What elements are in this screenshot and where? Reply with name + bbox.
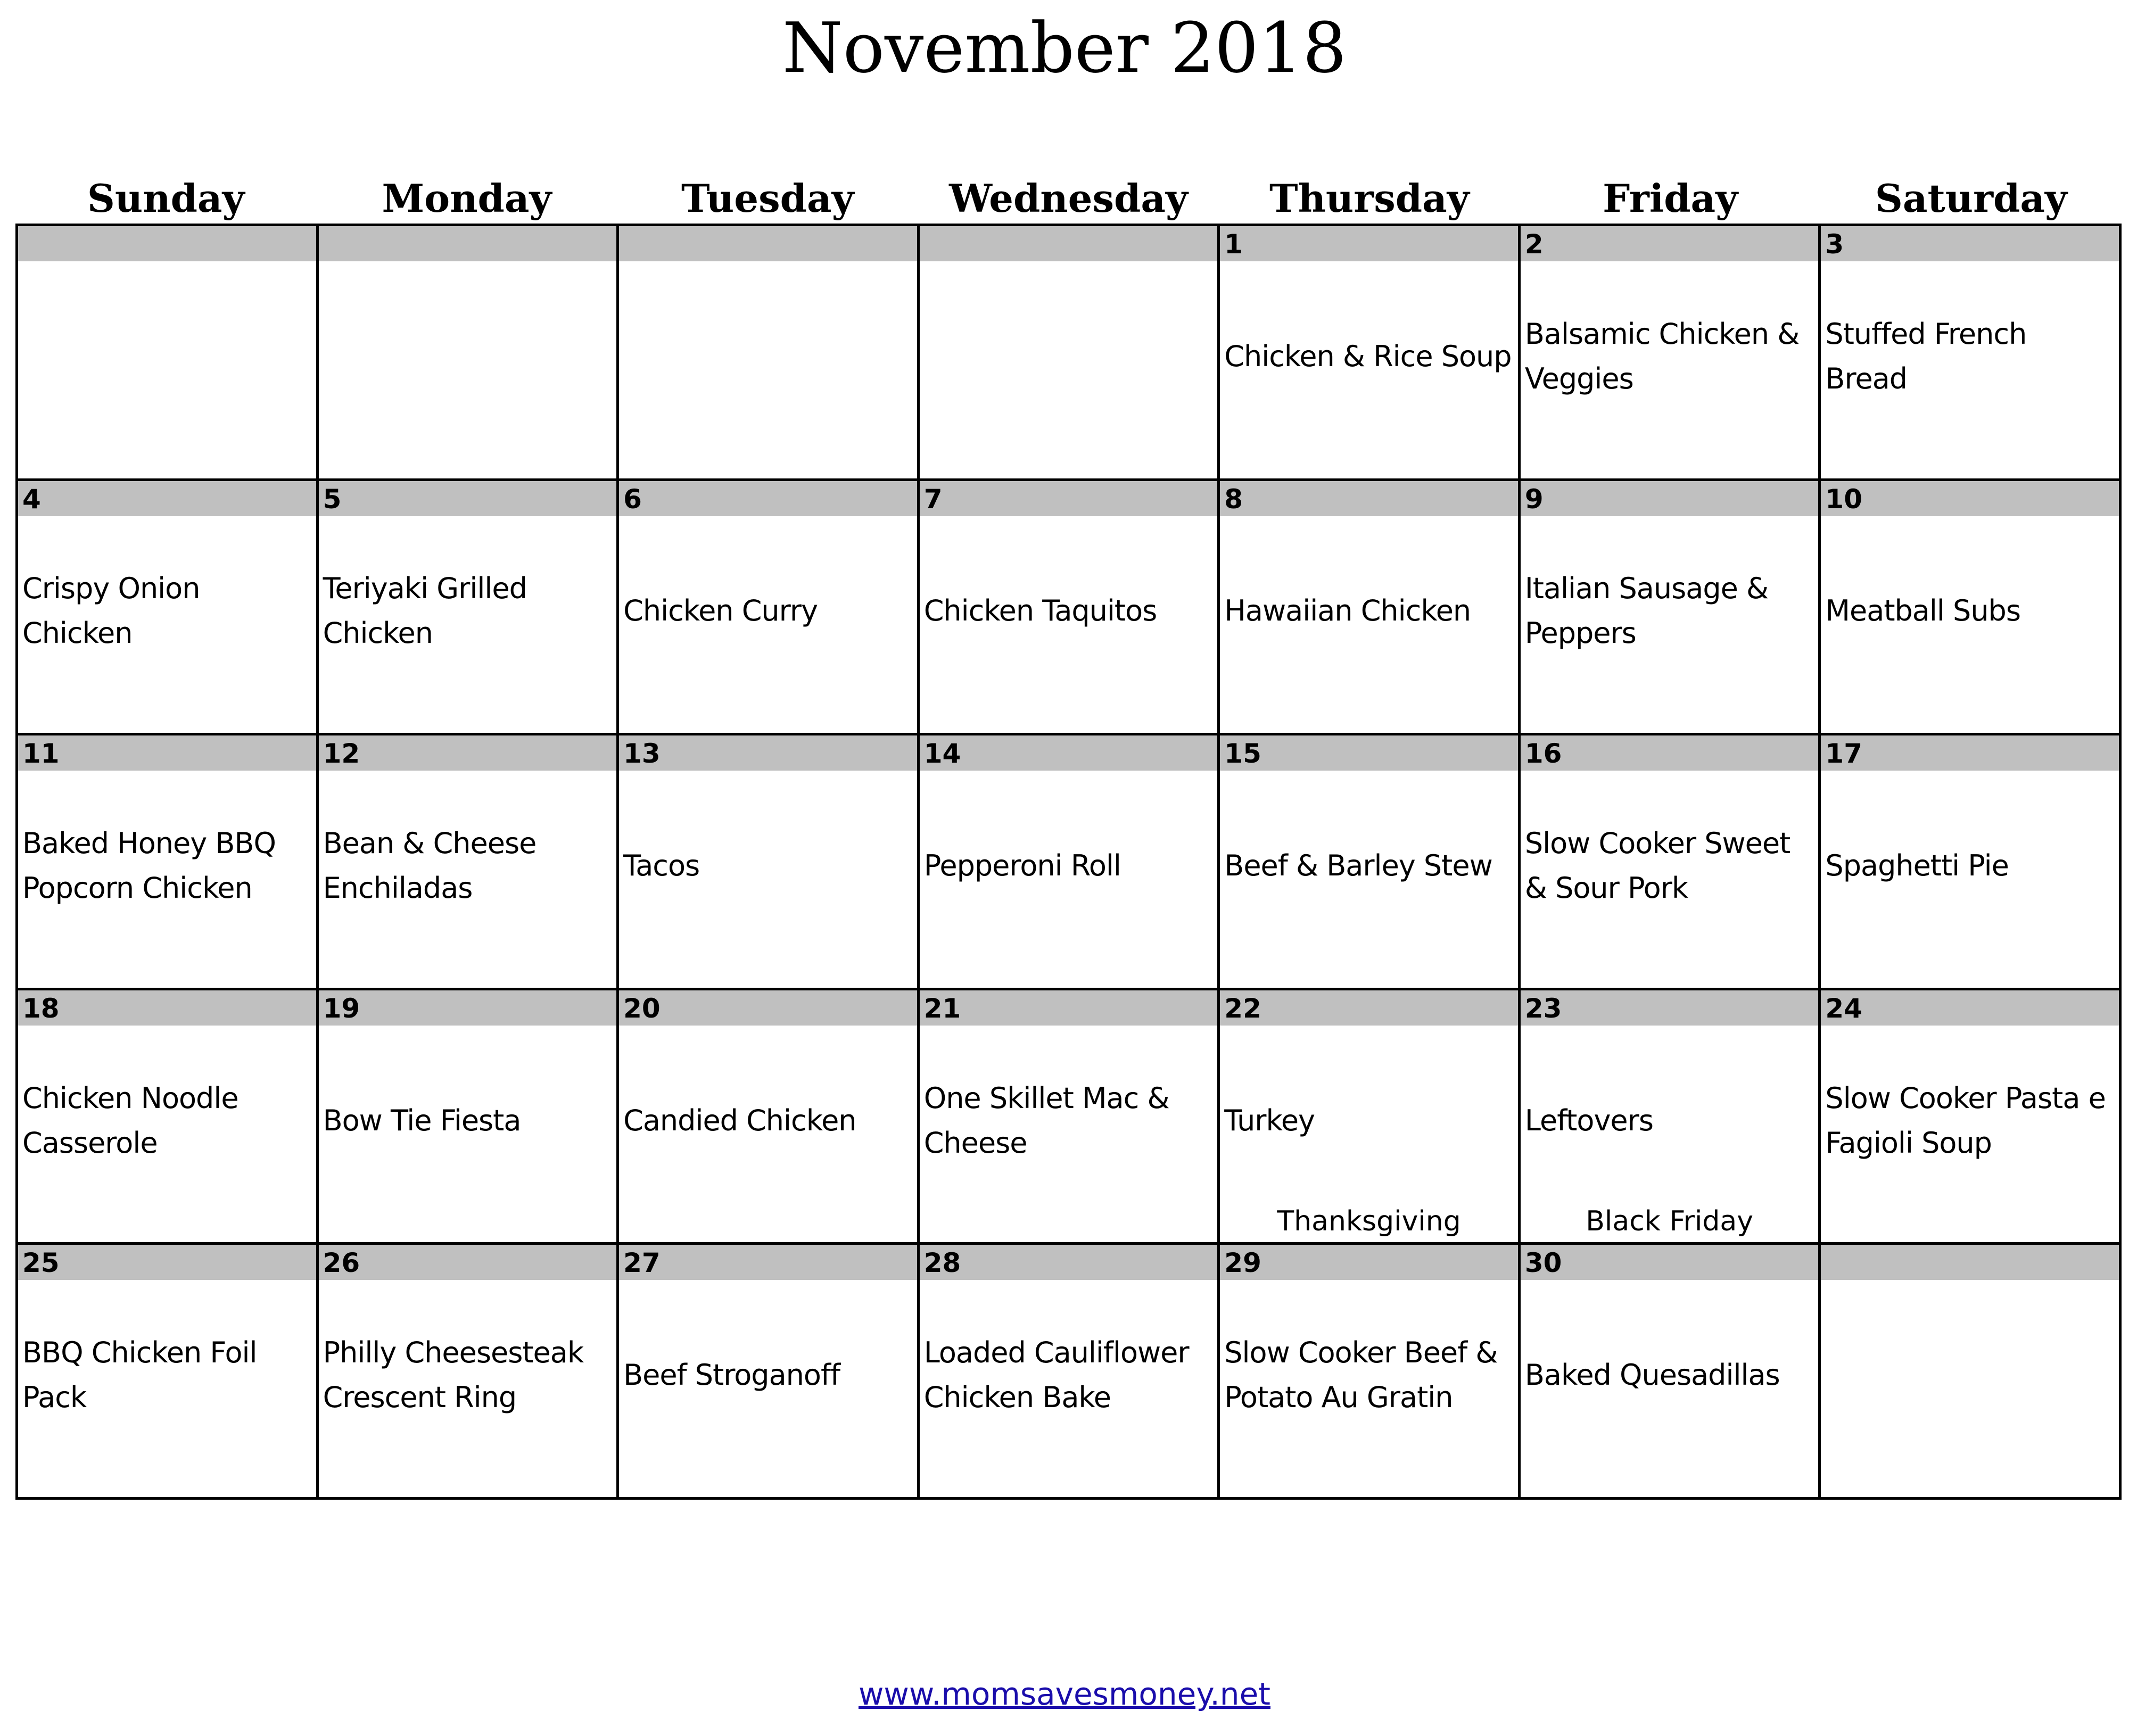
calendar-day-cell [1220,1245,1521,1500]
meal-name: Baked Honey BBQ Popcorn Chicken [22,826,276,905]
calendar-day-cell [1521,990,1821,1245]
weekday-header-thursday: Thursday [1269,176,1470,221]
day-number: 20 [623,993,661,1024]
day-content [18,1026,316,1243]
day-content [18,261,316,478]
meal-name: Beef & Barley Stew [1224,848,1492,882]
calendar-day-cell [18,226,319,481]
day-number: 9 [1524,483,1544,515]
calendar-day-cell [319,226,620,481]
day-number: 3 [1825,229,1844,260]
date-header-bar [1521,735,1819,771]
day-content [18,1280,316,1497]
date-header-bar [1821,481,2119,516]
date-header-bar [1821,1245,2119,1280]
meal-name: Leftovers [1524,1103,1653,1137]
day-number: 23 [1524,993,1562,1024]
calendar-day-cell [619,1245,920,1500]
date-header-bar [1521,990,1819,1026]
day-number: 1 [1224,229,1243,260]
day-number: 28 [923,1247,961,1279]
date-header-bar [920,990,1218,1026]
day-content [920,1026,1218,1243]
date-header-bar [619,481,917,516]
calendar-day-cell [18,481,319,736]
meal-name: Stuffed French Bread [1825,317,2027,395]
calendar-day-cell [619,990,920,1245]
meal-name: Turkey [1224,1103,1315,1137]
date-header-bar [18,481,316,516]
day-number: 27 [623,1247,661,1279]
date-header-bar [1220,1245,1518,1280]
day-content [1521,1280,1819,1497]
calendar-day-cell [1821,226,2122,481]
calendar-day-cell [18,1245,319,1500]
meal-name: Chicken & Rice Soup [1224,339,1512,373]
weekday-header-row [15,173,2122,224]
day-content [18,771,316,988]
weekday-header-sunday: Sunday [87,176,245,221]
day-content [1220,516,1518,733]
calendar-day-cell [619,226,920,481]
calendar-day-cell [1521,226,1821,481]
meal-name: Slow Cooker Pasta e Fagioli Soup [1825,1081,2106,1160]
day-number: 22 [1224,993,1261,1024]
day-content [1821,261,2119,478]
day-content [920,516,1218,733]
day-content [1821,1280,2119,1497]
meal-name: Chicken Taquitos [923,594,1157,628]
calendar-day-cell [1220,226,1521,481]
day-number: 21 [923,993,961,1024]
calendar-day-cell [319,481,620,736]
calendar-day-cell [1521,735,1821,990]
meal-name: Philly Cheesesteak Crescent Ring [323,1336,584,1415]
meal-name: Spaghetti Pie [1825,848,2009,882]
date-header-bar [18,1245,316,1280]
meal-name: Meatball Subs [1825,594,2020,628]
day-content [319,516,617,733]
website-link[interactable]: www.momsavesmoney.net [859,1676,1270,1712]
weekday-header-friday: Friday [1603,176,1738,221]
calendar-day-cell [619,735,920,990]
date-header-bar [1521,481,1819,516]
calendar-day-cell [1521,481,1821,736]
day-number: 16 [1524,738,1562,770]
day-content [319,771,617,988]
calendar-day-cell [920,735,1220,990]
day-number: 26 [323,1247,360,1279]
calendar-day-cell [18,735,319,990]
day-number: 17 [1825,738,1863,770]
day-number: 2 [1524,229,1544,260]
calendar-day-cell [1821,990,2122,1245]
day-number: 7 [923,483,943,515]
day-content [619,1026,917,1243]
day-content [1521,261,1819,478]
weekday-header-wednesday: Wednesday [949,176,1188,221]
date-header-bar [1521,226,1819,261]
meal-name: Bow Tie Fiesta [323,1103,521,1137]
date-header-bar [920,735,1218,771]
calendar-day-cell [1821,1245,2122,1500]
date-header-bar [1821,735,2119,771]
day-content [1220,1280,1518,1497]
calendar-day-cell [319,735,620,990]
meal-name: Crispy Onion Chicken [22,572,200,650]
meal-name: Chicken Curry [623,594,818,628]
day-content [1821,516,2119,733]
day-content [1821,771,2119,988]
day-number: 25 [22,1247,60,1279]
date-header-bar [319,735,617,771]
calendar-day-cell [1220,481,1521,736]
calendar-day-cell [1821,735,2122,990]
day-content [619,516,917,733]
meal-name: Teriyaki Grilled Chicken [323,572,527,650]
calendar-day-cell [1521,1245,1821,1500]
date-header-bar [619,1245,917,1280]
meal-name: Slow Cooker Sweet & Sour Pork [1524,826,1790,905]
day-content [1220,261,1518,478]
day-content [319,1280,617,1497]
date-header-bar [18,735,316,771]
meal-name: Loaded Cauliflower Chicken Bake [923,1336,1189,1415]
calendar-grid [15,224,2122,1500]
calendar-day-cell [1220,735,1521,990]
meal-name: Bean & Cheese Enchiladas [323,826,537,905]
date-header-bar [18,990,316,1026]
meal-name: Balsamic Chicken & Veggies [1524,317,1800,395]
day-number: 30 [1524,1247,1562,1279]
day-content [619,771,917,988]
calendar-day-cell [920,226,1220,481]
meal-name: Chicken Noodle Casserole [22,1081,238,1160]
day-content [18,516,316,733]
day-number: 11 [22,738,60,770]
calendar-day-cell [319,990,620,1245]
date-header-bar [619,990,917,1026]
date-header-bar [920,226,1218,261]
day-number: 29 [1224,1247,1261,1279]
weekday-header-saturday: Saturday [1875,176,2067,221]
date-header-bar [319,990,617,1026]
day-number: 19 [323,993,360,1024]
day-content [619,1280,917,1497]
meal-name: Pepperoni Roll [923,848,1121,882]
day-content [920,771,1218,988]
day-content [920,1280,1218,1497]
day-number: 4 [22,483,41,515]
date-header-bar [1220,990,1518,1026]
date-header-bar [619,735,917,771]
holiday-label: Thanksgiving [1277,1205,1461,1238]
meal-name: Hawaiian Chicken [1224,594,1471,628]
meal-name: Baked Quesadillas [1524,1358,1780,1392]
meal-name: Italian Sausage & Peppers [1524,572,1769,650]
day-content [1521,516,1819,733]
date-header-bar [1821,990,2119,1026]
day-number: 14 [923,738,961,770]
date-header-bar [1821,226,2119,261]
day-content [619,261,917,478]
meal-name: Slow Cooker Beef & Potato Au Gratin [1224,1336,1498,1415]
date-header-bar [1220,481,1518,516]
day-number: 13 [623,738,661,770]
page-title: November 2018 [782,7,1347,88]
day-number: 5 [323,483,342,515]
date-header-bar [319,481,617,516]
calendar-day-cell [1220,990,1521,1245]
weekday-header-monday: Monday [382,176,552,221]
day-content [1521,771,1819,988]
meal-name: Beef Stroganoff [623,1358,840,1392]
date-header-bar [1521,1245,1819,1280]
meal-name: BBQ Chicken Foil Pack [22,1336,257,1415]
day-number: 8 [1224,483,1243,515]
day-number: 24 [1825,993,1863,1024]
date-header-bar [319,1245,617,1280]
calendar-day-cell [920,1245,1220,1500]
day-content [319,1026,617,1243]
calendar-day-cell [18,990,319,1245]
holiday-label: Black Friday [1586,1205,1754,1238]
calendar-day-cell [920,481,1220,736]
date-header-bar [18,226,316,261]
meal-name: Tacos [623,848,700,882]
date-header-bar [920,1245,1218,1280]
day-number: 18 [22,993,60,1024]
calendar-day-cell [1821,481,2122,736]
day-content [920,261,1218,478]
meal-name: One Skillet Mac & Cheese [923,1081,1169,1160]
date-header-bar [1220,226,1518,261]
day-content [319,261,617,478]
calendar-day-cell [920,990,1220,1245]
day-number: 10 [1825,483,1863,515]
date-header-bar [319,226,617,261]
day-content [1821,1026,2119,1243]
date-header-bar [1220,735,1518,771]
calendar-day-cell [319,1245,620,1500]
meal-name: Candied Chicken [623,1103,856,1137]
day-number: 6 [623,483,642,515]
day-content [1220,771,1518,988]
day-number: 15 [1224,738,1261,770]
weekday-header-tuesday: Tuesday [681,176,854,221]
date-header-bar [619,226,917,261]
date-header-bar [920,481,1218,516]
day-number: 12 [323,738,360,770]
calendar-day-cell [619,481,920,736]
